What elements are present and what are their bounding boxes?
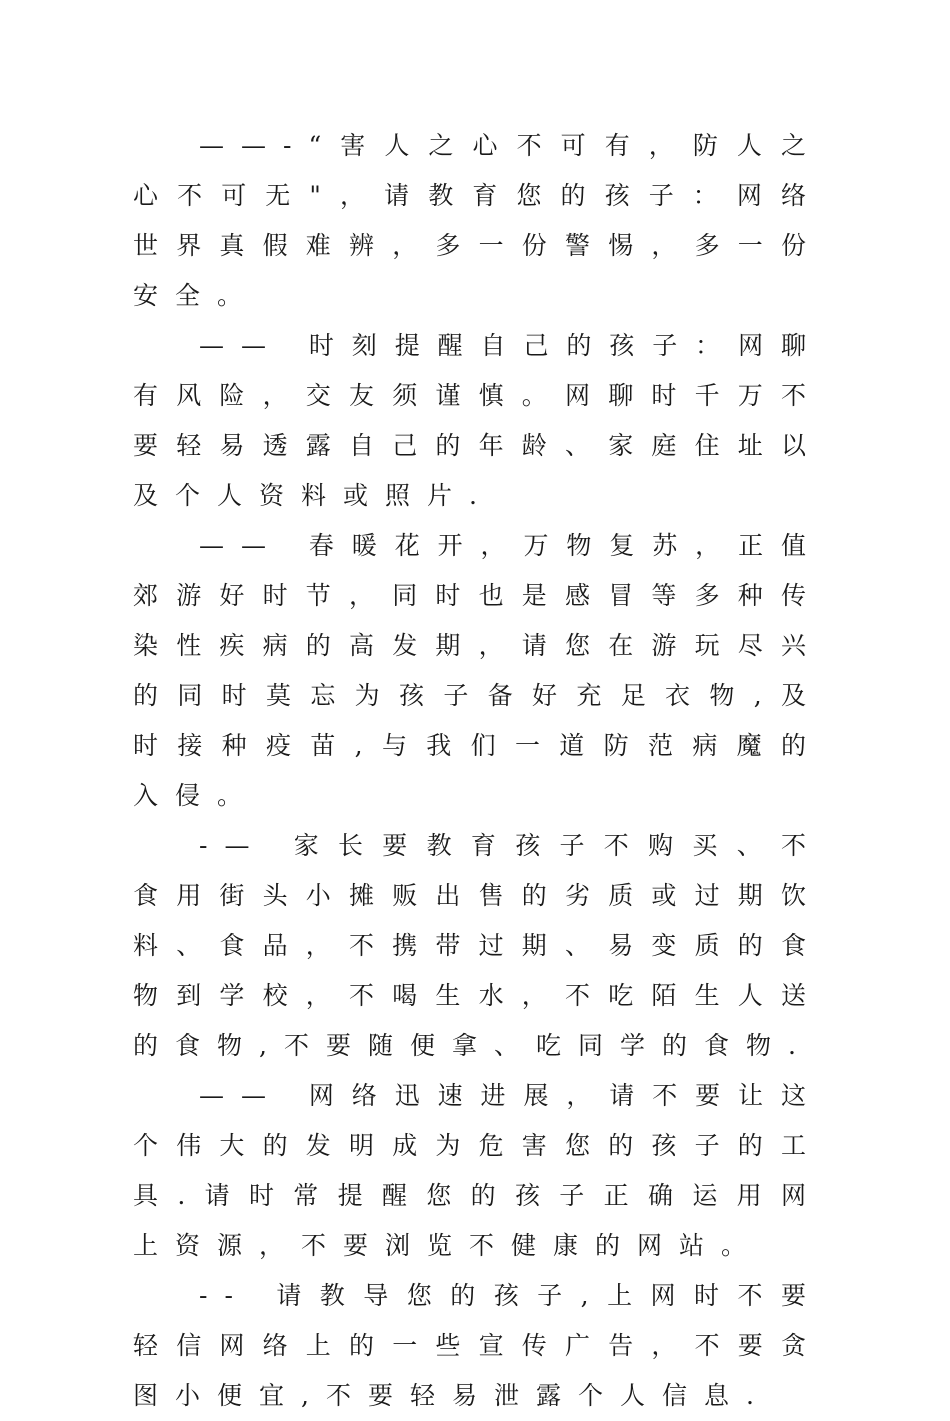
paragraph-4: -— 家长要教育孩子不购买、不食用街头小摊贩出售的劣质或过期饮料、食品，不携带过期、易变质的食物到学校，不喝生水，不吃陌生人送的食物,不要随便拿、吃同学的食物. (133, 831, 823, 1060)
paragraph-1: ——-“害人之心不可有，防人之心不可无"，请教育您的孩子：网络世界真假难辨，多一份警惕，多一份安全。 (133, 131, 823, 310)
document-body (133, 121, 823, 1421)
paragraph-6: -- 请教导您的孩子,上网时不要轻信网络上的一些宣传广告，不要贪图小便宜,不要轻易泄露个人信息. (133, 1281, 823, 1410)
paragraph-2: —— 时刻提醒自己的孩子：网聊有风险，交友须谨慎。网聊时千万不要轻易透露自己的年龄、家庭住址以及个人资料或照片. (133, 331, 823, 510)
paragraph-5: —— 网络迅速进展，请不要让这个伟大的发明成为危害您的孩子的工具.请时常提醒您的孩子正确运用网上资源，不要浏览不健康的网站。 (133, 1081, 823, 1260)
paragraph-3: —— 春暖花开，万物复苏，正值郊游好时节，同时也是感冒等多种传染性疾病的高发期，请您在游玩尽兴的同时莫忘为孩子备好充足衣物,及时接种疫苗,与我们一道防范病魔的入侵。 (133, 531, 823, 810)
